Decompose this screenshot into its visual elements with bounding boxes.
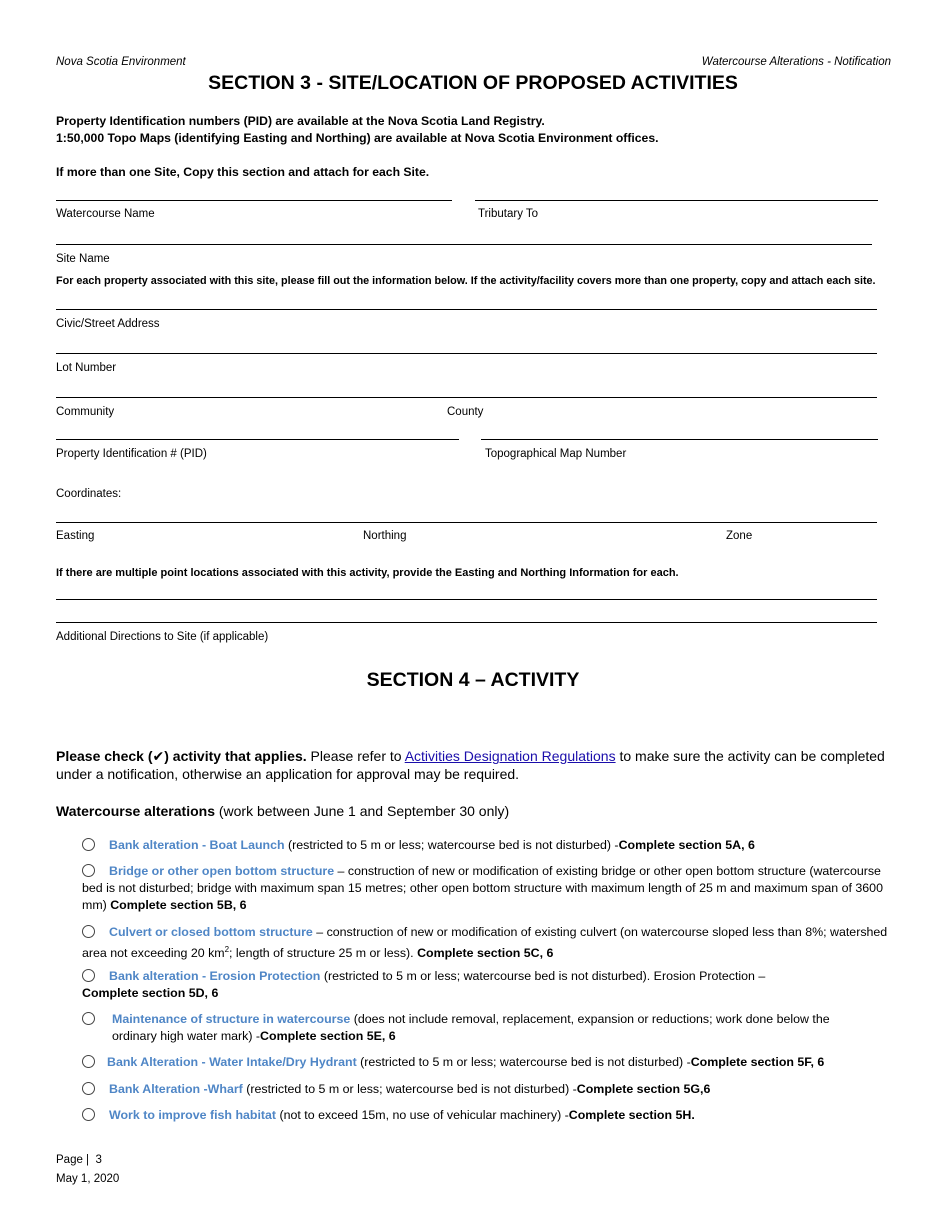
option-bridge (82, 863, 892, 914)
option-fish-habitat (82, 1107, 902, 1124)
option-desc: – construction of new or modification of existing culvert (on watercourse sloped less than 8%; watershed area not exceeding 20 km (82, 925, 888, 961)
tributary-to-field[interactable] (475, 200, 878, 201)
option-ref: Complete section 5D, 6 (82, 986, 219, 1000)
pid-availability-note: Property Identification numbers (PID) are available at the Nova Scotia Land Registry. (56, 114, 545, 128)
km-squared-superscript: 2 (224, 945, 230, 954)
site-name-field[interactable] (56, 244, 872, 245)
page-number (56, 1154, 102, 1166)
option-boat-launch (82, 837, 902, 854)
county-label: County (447, 406, 484, 418)
check-lead: Please check ( (56, 748, 153, 764)
watercourse-alterations-heading (56, 802, 901, 820)
watercourse-name-label: Watercourse Name (56, 208, 155, 220)
tributary-to-label: Tributary To (478, 208, 539, 220)
header-form-title: Watercourse Alterations - Notification (701, 56, 891, 68)
option-ref: Complete section 5F, 6 (690, 1055, 825, 1069)
option-name: Bank Alteration -Wharf (109, 1082, 243, 1096)
option-desc: (does not include removal, replacement, expansion or reductions; work done below the ordinary high water mark) - (112, 1012, 830, 1043)
check-lead-end: ) activity that applies. (164, 748, 307, 764)
option-name: Culvert or closed bottom structure (109, 925, 313, 939)
option-ref: Complete section 5H. (568, 1108, 695, 1122)
pid-label: Property Identification # (PID) (56, 448, 207, 460)
refer-end: to make sure the activity can be completed under a notification, otherwise an application for approval may be required. (56, 748, 885, 782)
option-desc: (restricted to 5 m or less; watercourse bed is not disturbed). Erosion Protection – (320, 969, 766, 983)
option-maintenance (112, 1011, 872, 1045)
culvert-radio[interactable] (82, 925, 95, 938)
option-name: Bank alteration - Boat Launch (109, 838, 285, 852)
civic-address-label: Civic/Street Address (56, 318, 160, 330)
easting-label: Easting (56, 530, 95, 542)
section3-title: SECTION 3 - SITE/LOCATION OF PROPOSED ACTIVITIES (208, 72, 738, 94)
maintenance-radio[interactable] (82, 1012, 95, 1025)
option-desc: (restricted to 5 m or less; watercourse bed is not disturbed) - (242, 1082, 577, 1096)
option-water-intake (82, 1054, 902, 1071)
pid-field[interactable] (56, 439, 459, 440)
option-erosion-protection (82, 968, 802, 1002)
property-note: For each property associated with this site, please fill out the information below. If the activity/facility covers more than one property, copy and attach each site. (56, 275, 876, 287)
page-label: Page | (56, 1154, 90, 1166)
option-name: Maintenance of structure in watercourse (112, 1012, 351, 1026)
option-culvert (82, 924, 897, 962)
page-number-value: 3 (95, 1154, 102, 1166)
community-label: Community (56, 406, 115, 418)
watercourse-name-field[interactable] (56, 200, 452, 201)
option-name: Work to improve fish habitat (109, 1108, 277, 1122)
option-desc: (not to exceed 15m, no use of vehicular machinery) - (276, 1108, 569, 1122)
northing-label: Northing (363, 530, 407, 542)
zone-label: Zone (726, 530, 753, 542)
coordinates-label: Coordinates: (56, 488, 122, 500)
multiple-sites-note: If more than one Site, Copy this section and attach for each Site. (56, 165, 430, 179)
boat-launch-radio[interactable] (82, 838, 95, 851)
option-ref: Complete section 5G,6 (576, 1082, 711, 1096)
option-ref: Complete section 5B, 6 (110, 898, 247, 912)
additional-directions-field-1[interactable] (56, 599, 877, 600)
site-name-label: Site Name (56, 253, 110, 265)
erosion-protection-radio[interactable] (82, 969, 95, 982)
revision-date: May 1, 2020 (56, 1173, 120, 1185)
option-name: Bridge or other open bottom structure (109, 864, 335, 878)
multi-point-note: If there are multiple point locations associated with this activity, provide the Easting and Northing Information for each. (56, 567, 679, 579)
option-desc: (restricted to 5 m or less; watercourse bed is not disturbed) - (284, 838, 619, 852)
lot-number-field[interactable] (56, 353, 877, 354)
activities-designation-regulations-link[interactable]: Activities Designation Regulations (404, 748, 616, 764)
additional-directions-field-2[interactable] (56, 622, 877, 623)
option-ref: Complete section 5A, 6 (618, 838, 755, 852)
wa-heading: Watercourse alterations (56, 803, 215, 819)
check-instruction (56, 747, 901, 783)
option-name: Bank Alteration - Water Intake/Dry Hydrant (107, 1055, 357, 1069)
water-intake-radio[interactable] (82, 1055, 95, 1068)
bridge-radio[interactable] (82, 864, 95, 877)
header-agency: Nova Scotia Environment (56, 56, 186, 68)
refer-text: Please refer to (306, 748, 405, 764)
wa-period: (work between June 1 and September 30 only) (214, 803, 510, 819)
option-desc-end: ; length of structure 25 m or less). (229, 946, 418, 961)
option-desc: (restricted to 5 m or less; watercourse bed is not disturbed) - (356, 1055, 691, 1069)
topo-map-field[interactable] (481, 439, 878, 440)
topo-map-label: Topographical Map Number (485, 448, 627, 460)
checkmark-icon: ✔ (152, 748, 165, 764)
community-county-field[interactable] (56, 397, 877, 398)
wharf-radio[interactable] (82, 1082, 95, 1095)
civic-address-field[interactable] (56, 309, 877, 310)
lot-number-label: Lot Number (56, 362, 117, 374)
option-ref: Complete section 5E, 6 (260, 1029, 396, 1043)
topo-map-note: 1:50,000 Topo Maps (identifying Easting and Northing) are available at Nova Scotia Environment offices. (56, 131, 659, 145)
additional-directions-label: Additional Directions to Site (if applicable) (56, 631, 269, 643)
option-ref: Complete section 5C, 6 (417, 946, 554, 961)
coordinates-field[interactable] (56, 522, 877, 523)
option-wharf (82, 1081, 902, 1098)
fish-habitat-radio[interactable] (82, 1108, 95, 1121)
option-desc: – construction of new or modification of existing bridge or other open bottom structure (watercourse bed is not disturbed; bridge with maximum span 15 metres; other open bottom structure with maximum length of 25 m and maximum span of 3600 mm) (82, 864, 883, 912)
section4-title: SECTION 4 – ACTIVITY (366, 669, 580, 691)
option-name: Bank alteration - Erosion Protection (109, 969, 321, 983)
